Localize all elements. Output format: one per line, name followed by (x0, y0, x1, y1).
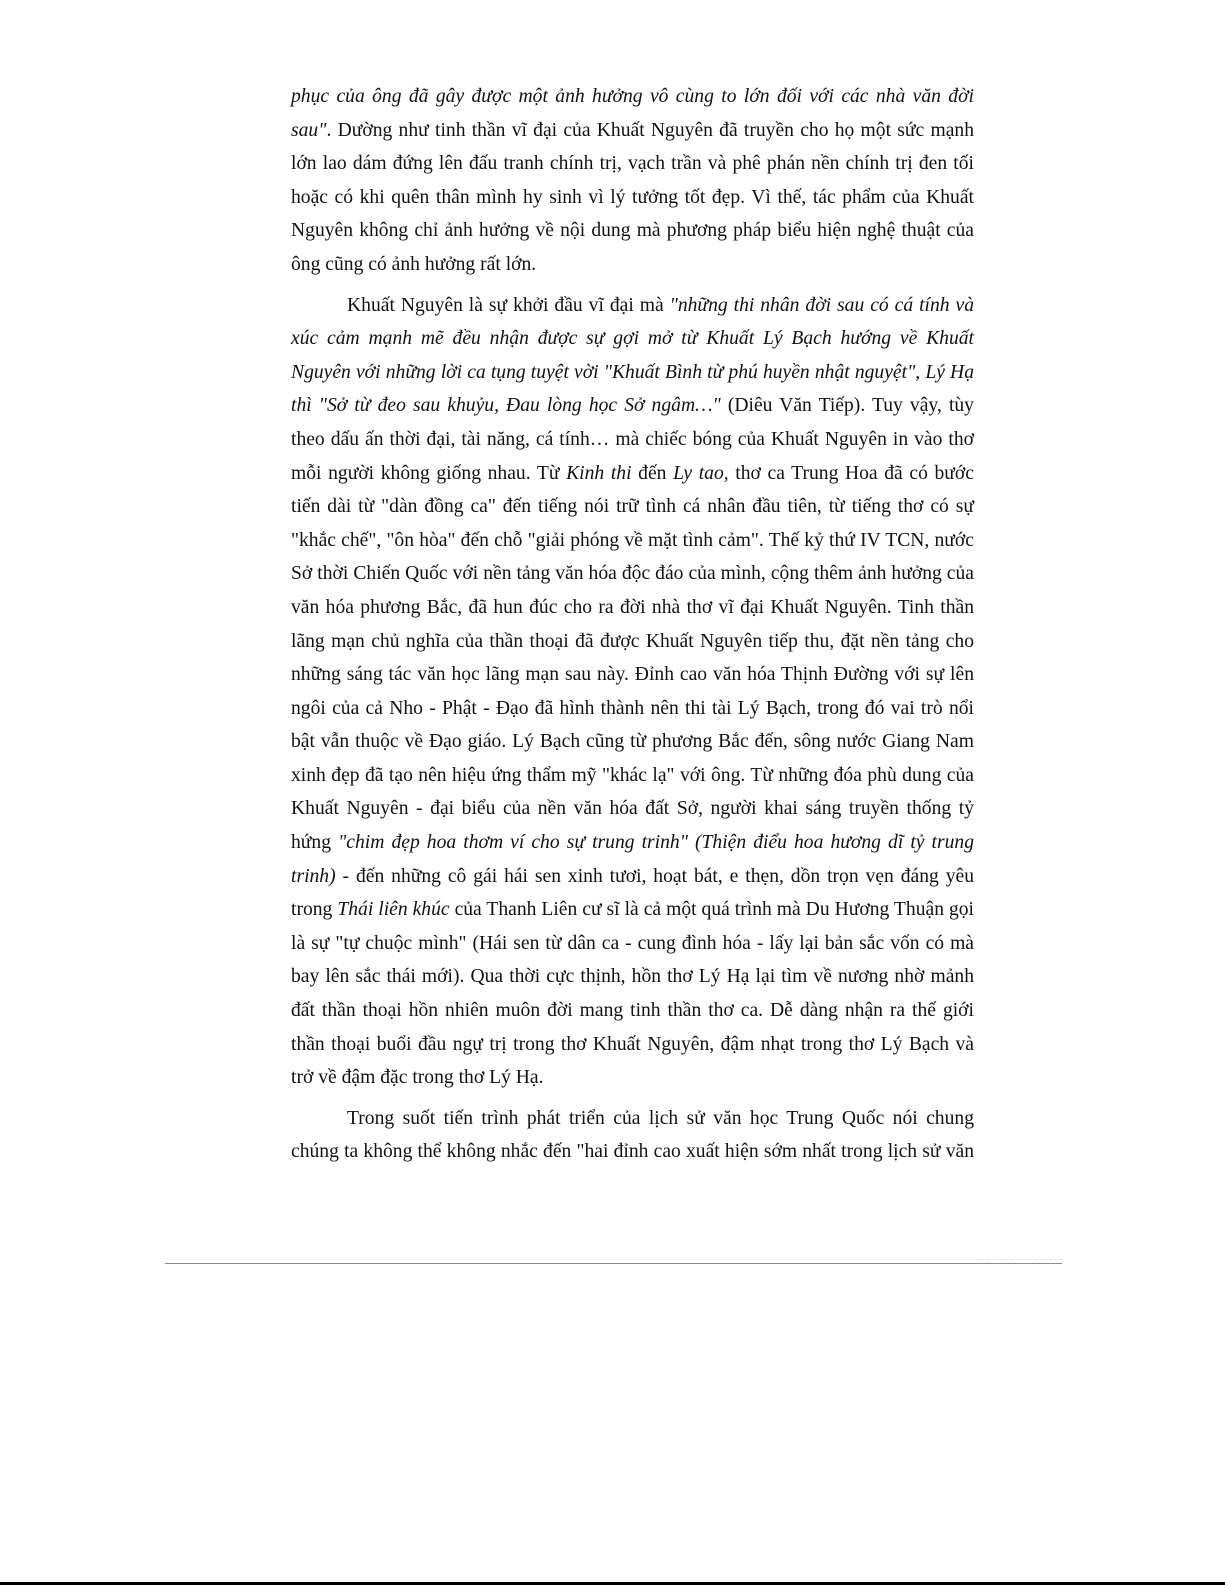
italic-text-segment: phục của ông đã gây được một ảnh hưởng vô cùng to lớn đối với các nhà văn đời sau" (291, 86, 974, 141)
paragraph (291, 1102, 974, 1169)
text-segment: - đến những cô gái hái sen xinh tươi, hoạt bát, e thẹn, dồn trọn vẹn đáng yêu trong (291, 865, 974, 921)
text-segment: . Dường như tinh thần vĩ đại của Khuất Nguyên đã truyền cho họ một sức mạnh lớn lao dám đứng lên đấu tranh chính trị, vạch trần và phê phán nền chính trị đen tối hoặc có khi quên thân mình hy sinh vì lý tưởng tốt đẹp. Vì thế, tác phẩm của Khuất Nguyên không chỉ ảnh hưởng về nội dung mà phương pháp biểu hiện nghệ thuật của ông cũng có ảnh hưởng rất lớn. (291, 119, 974, 275)
text-segment: Trong suốt tiến trình phát triển của lịch sử văn học Trung Quốc nói chung chúng ta không thể không nhắc đến "hai đỉnh cao xuất hiện sớm nhất trong lịch sử văn (291, 1107, 974, 1163)
paragraph (291, 80, 974, 282)
italic-text-segment: "những thi nhân đời sau có cá tính và xúc cảm mạnh mẽ đều nhận được sự gợi mở từ Khuất Lý Bạch hướng về Khuất Nguyên với những lời ca tụng tuyệt vời "Khuất Bình từ phú huyền nhật nguyệt", Lý Hạ thì "Sở từ đeo sau khuỷu, Đau lòng học Sở ngâm…" (291, 294, 974, 417)
text-segment: (Diêu Văn Tiếp). Tuy vậy, tùy theo dấu ấn thời đại, tài năng, cá tính… mà chiếc bóng của Khuất Nguyên in vào thơ mỗi người không giống nhau. Từ (291, 395, 974, 484)
footer-faint-mark (976, 1259, 1062, 1263)
text-segment: đến (631, 462, 674, 484)
italic-text-segment: Kinh thi (566, 462, 632, 484)
text-segment: , thơ ca Trung Hoa đã có bước tiến dài từ "dàn đồng ca" đến tiếng nói trữ tình cá nhân đầu tiên, từ tiếng thơ có sự "khắc chế", "ôn hòa" đến chỗ "giải phóng về mặt tình cảm". Thế kỷ thứ IV TCN, nước Sở thời Chiến Quốc với nền tảng văn hóa độc đáo của mình, cộng thêm ảnh hưởng của văn hóa phương Bắc, đã hun đúc cho ra đời nhà thơ vĩ đại Khuất Nguyên. Tinh thần lãng mạn chủ nghĩa của thần thoại đã được Khuất Nguyên tiếp thu, đặt nền tảng cho những sáng tác văn học lãng mạn sau này. Đỉnh cao văn hóa Thịnh Đường với sự lên ngôi của cả Nho - Phật - Đạo đã hình thành nên thi tài Lý Bạch, trong đó vai trò nổi bật vẫn thuộc về Đạo giáo. Lý Bạch cũng từ phương Bắc đến, sông nước Giang Nam xinh đẹp đã tạo nên hiệu ứng thẩm mỹ "khác lạ" với ông. Từ những đóa phù dung của Khuất Nguyên - đại biểu của nền văn hóa đất Sở, người khai sáng truyền thống tỷ hứng (291, 462, 974, 854)
body-text (291, 80, 974, 1176)
paragraph (291, 289, 974, 1095)
footer-divider (165, 1263, 1062, 1264)
italic-text-segment: Ly tao (673, 462, 724, 484)
text-segment: của Thanh Liên cư sĩ là cả một quá trình mà Du Hương Thuận gọi là sự "tự chuộc mình" (Hái sen từ dân ca - cung đình hóa - lấy lại bản sắc vốn có mà bay lên sắc thái mới). Qua thời cực thịnh, hồn thơ Lý Hạ lại tìm về nương nhờ mảnh đất thần thoại hồn nhiên muôn đời mang tinh thần thơ ca. Dễ dàng nhận ra thế giới thần thoại buổi đầu ngự trị trong thơ Khuất Nguyên, đậm nhạt trong thơ Lý Bạch và trở về đậm đặc trong thơ Lý Hạ. (291, 899, 974, 1089)
italic-text-segment: "chim đẹp hoa thơm ví cho sự trung trinh" (Thiện điểu hoa hương dĩ tỷ trung trinh) (291, 832, 974, 887)
text-segment: Khuất Nguyên là sự khởi đầu vĩ đại mà (347, 294, 670, 316)
italic-text-segment: Thái liên khúc (337, 899, 450, 921)
